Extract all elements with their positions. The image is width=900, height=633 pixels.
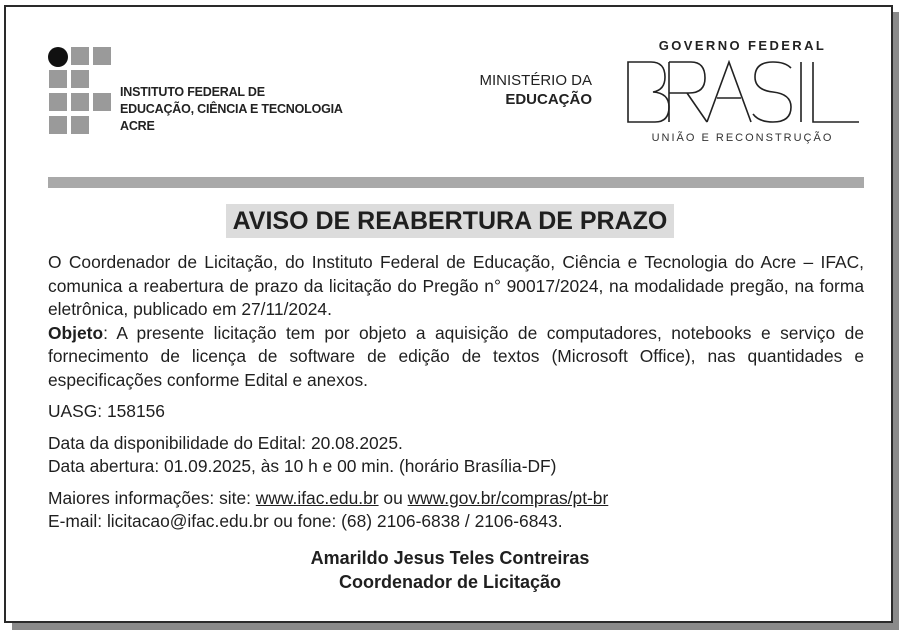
notice-objeto (48, 322, 864, 393)
notice-intro: O Coordenador de Licitação, do Instituto Federal de Educação, Ciência e Tecnologia do Acre – IFAC, comunica a reabertura de prazo da licitação do Pregão n° 90017/2024, na modalidade pregão, na forma eletrônica, publicado em 27/11/2024. (48, 252, 864, 319)
info-or: ou (378, 487, 408, 508)
page-shadow-right (893, 12, 899, 626)
ministerio-line2: EDUCAÇÃO (505, 91, 592, 108)
ifac-line1: INSTITUTO FEDERAL DE (120, 85, 265, 99)
notice-data-edital: Data da disponibilidade do Edital: 20.08.2025. (48, 432, 403, 453)
signature-block (0, 546, 900, 594)
notice-info (48, 487, 864, 511)
uniao-reconstrucao-label: UNIÃO E RECONSTRUÇÃO (651, 132, 834, 144)
ifac-institution-name (120, 84, 343, 135)
header-divider (48, 177, 864, 188)
notice-data-abertura: Data abertura: 01.09.2025, às 10 h e 00 min. (horário Brasília-DF) (48, 456, 557, 476)
ifac-site-link[interactable]: www.ifac.edu.br (255, 487, 379, 508)
objeto-label: Objeto (48, 322, 104, 343)
ministerio-line1: MINISTÉRIO DA (479, 72, 592, 89)
compras-site-link[interactable]: www.gov.br/compras/pt-br (407, 487, 609, 508)
ifac-line2: EDUCAÇÃO, CIÊNCIA E TECNOLOGIA (120, 102, 343, 116)
signature-name: Amarildo Jesus Teles Contreiras (310, 548, 590, 568)
notice-body (48, 251, 864, 534)
notice-uasg: UASG: 158156 (48, 401, 165, 421)
signature-role: Coordenador de Licitação (338, 572, 562, 592)
objeto-text: : A presente licitação tem por objeto a aquisição de computadores, notebooks e serviço de fornecimento de licença de software de edição de textos (Microsoft Office), nas quantidades e especificações conforme Edital e anexos. (48, 322, 864, 390)
notice-contact: E-mail: licitacao@ifac.edu.br ou fone: (68) 2106-6838 / 2106-6843. (48, 511, 563, 531)
ifac-line3: ACRE (120, 119, 155, 133)
brasil-logo-icon (625, 60, 861, 124)
info-prefix: Maiores informações: site: (48, 487, 256, 508)
governo-federal-label: GOVERNO FEDERAL (658, 38, 827, 53)
notice-title: AVISO DE REABERTURA DE PRAZO (226, 204, 675, 238)
ifac-logo-icon (47, 46, 115, 138)
ministerio-label (455, 71, 592, 109)
